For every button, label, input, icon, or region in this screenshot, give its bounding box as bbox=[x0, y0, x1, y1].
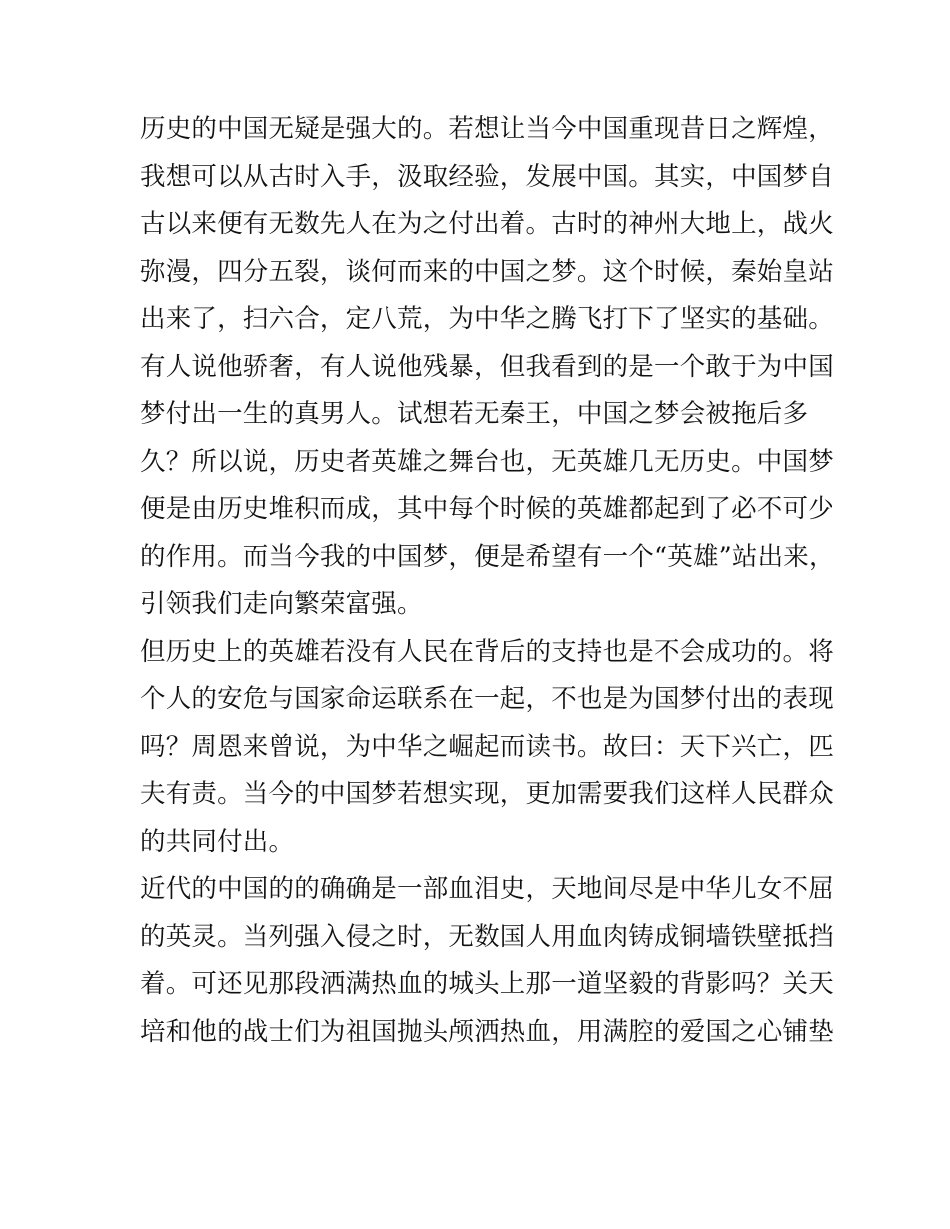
text-line: 的英灵。当列强入侵之时，无数国人用血肉铸成铜墙铁壁抵挡 bbox=[140, 921, 834, 952]
text-line: 古以来便有无数先人在为之付出着。古时的神州大地上，战火 bbox=[140, 209, 834, 239]
text-line: 我想可以从古时入手，汲取经验，发展中国。其实，中国梦自 bbox=[140, 161, 834, 192]
text-line: 的作用。而当今我的中国梦，便是希望有一个“英雄”站出来， bbox=[140, 541, 835, 572]
text-line: 近代的中国的的确确是一部血泪史，天地间尽是中华儿女不屈 bbox=[140, 874, 834, 904]
text-line: 出来了，扫六合，定八荒，为中华之腾飞打下了坚实的基础。 bbox=[140, 304, 834, 334]
text-line: 历史的中国无疑是强大的。若想让当今中国重现昔日之辉煌， bbox=[140, 114, 834, 144]
text-line: 弥漫，四分五裂，谈何而来的中国之梦。这个时候，秦始皇站 bbox=[140, 256, 834, 287]
text-line: 引领我们走向繁荣富强。 bbox=[140, 589, 423, 619]
text-line: 但历史上的英雄若没有人民在背后的支持也是不会成功的。将 bbox=[140, 636, 834, 667]
text-line: 梦付出一生的真男人。试想若无秦王，中国之梦会被拖后多 bbox=[140, 399, 809, 429]
text-line: 培和他的战士们为祖国抛头颅洒热血，用满腔的爱国之心铺垫 bbox=[140, 1016, 834, 1047]
essay-body bbox=[140, 106, 835, 1056]
text-line: 着。可还见那段洒满热血的城头上那一道坚毅的背影吗？关天 bbox=[140, 969, 834, 999]
text-line: 吗？周恩来曾说，为中华之崛起而读书。故曰：天下兴亡，匹 bbox=[140, 731, 834, 762]
text-line: 夫有责。当今的中国梦若想实现，更加需要我们这样人民群众 bbox=[140, 779, 834, 809]
text-line: 的共同付出。 bbox=[140, 826, 295, 857]
text-line: 个人的安危与国家命运联系在一起，不也是为国梦付出的表现 bbox=[140, 684, 834, 714]
text-line: 有人说他骄奢，有人说他残暴，但我看到的是一个敢于为中国 bbox=[140, 351, 834, 382]
text-line: 便是由历史堆积而成，其中每个时候的英雄都起到了必不可少 bbox=[140, 494, 834, 524]
text-line: 久？所以说，历史者英雄之舞台也，无英雄几无历史。中国梦 bbox=[140, 446, 834, 477]
